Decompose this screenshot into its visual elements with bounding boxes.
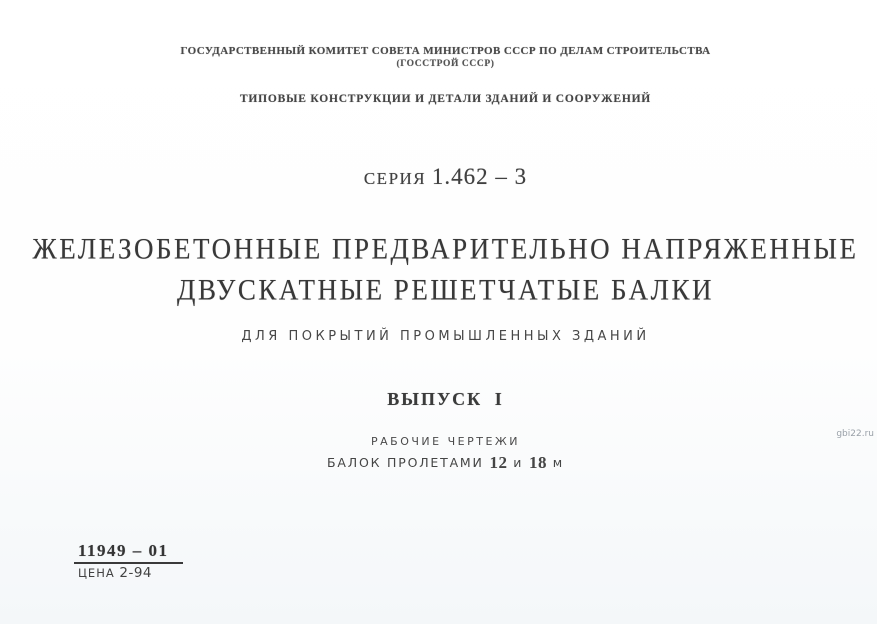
catalog-number: 11949 – 01 xyxy=(74,541,183,564)
span-value-12: 12 xyxy=(489,453,508,472)
span-conjunction: и xyxy=(513,455,524,470)
committee-name-line1: ГОСУДАРСТВЕННЫЙ КОМИТЕТ СОВЕТА МИНИСТРОВ СССР ПО ДЕЛАМ СТРОИТЕЛЬСТВА xyxy=(180,45,711,57)
subtitle: ДЛЯ ПОКРЫТИЙ ПРОМЫШЛЕННЫХ ЗДАНИЙ xyxy=(241,329,650,344)
site-watermark: gbi22.ru xyxy=(836,429,874,439)
beam-spans-line xyxy=(14,453,877,473)
series-line xyxy=(14,164,877,190)
series-label: СЕРИЯ xyxy=(363,169,427,188)
catalog-stamp xyxy=(74,541,183,581)
issue-heading: ВЫПУСК I xyxy=(387,389,504,409)
price-line xyxy=(74,565,183,581)
committee-name-line2: (ГОССТРОЙ СССР) xyxy=(396,59,495,69)
program-heading: ТИПОВЫЕ КОНСТРУКЦИИ И ДЕТАЛИ ЗДАНИЙ И СООРУЖЕНИЙ xyxy=(239,93,652,105)
beam-spans-prefix: БАЛОК ПРОЛЕТАМИ xyxy=(327,455,484,470)
main-title-line1: ЖЕЛЕЗОБЕТОННЫЕ ПРЕДВАРИТЕЛЬНО НАПРЯЖЕННЫЕ xyxy=(32,232,859,266)
series-number: 1.462 – 3 xyxy=(431,164,528,189)
main-title-line2: ДВУСКАТНЫЕ РЕШЕТЧАТЫЕ БАЛКИ xyxy=(177,273,714,307)
working-drawings-line: РАБОЧИЕ ЧЕРТЕЖИ xyxy=(371,435,520,448)
price-value: 2-94 xyxy=(119,565,153,581)
span-unit: м xyxy=(552,455,564,470)
price-label: ЦЕНА xyxy=(78,566,115,580)
span-value-18: 18 xyxy=(528,453,547,472)
